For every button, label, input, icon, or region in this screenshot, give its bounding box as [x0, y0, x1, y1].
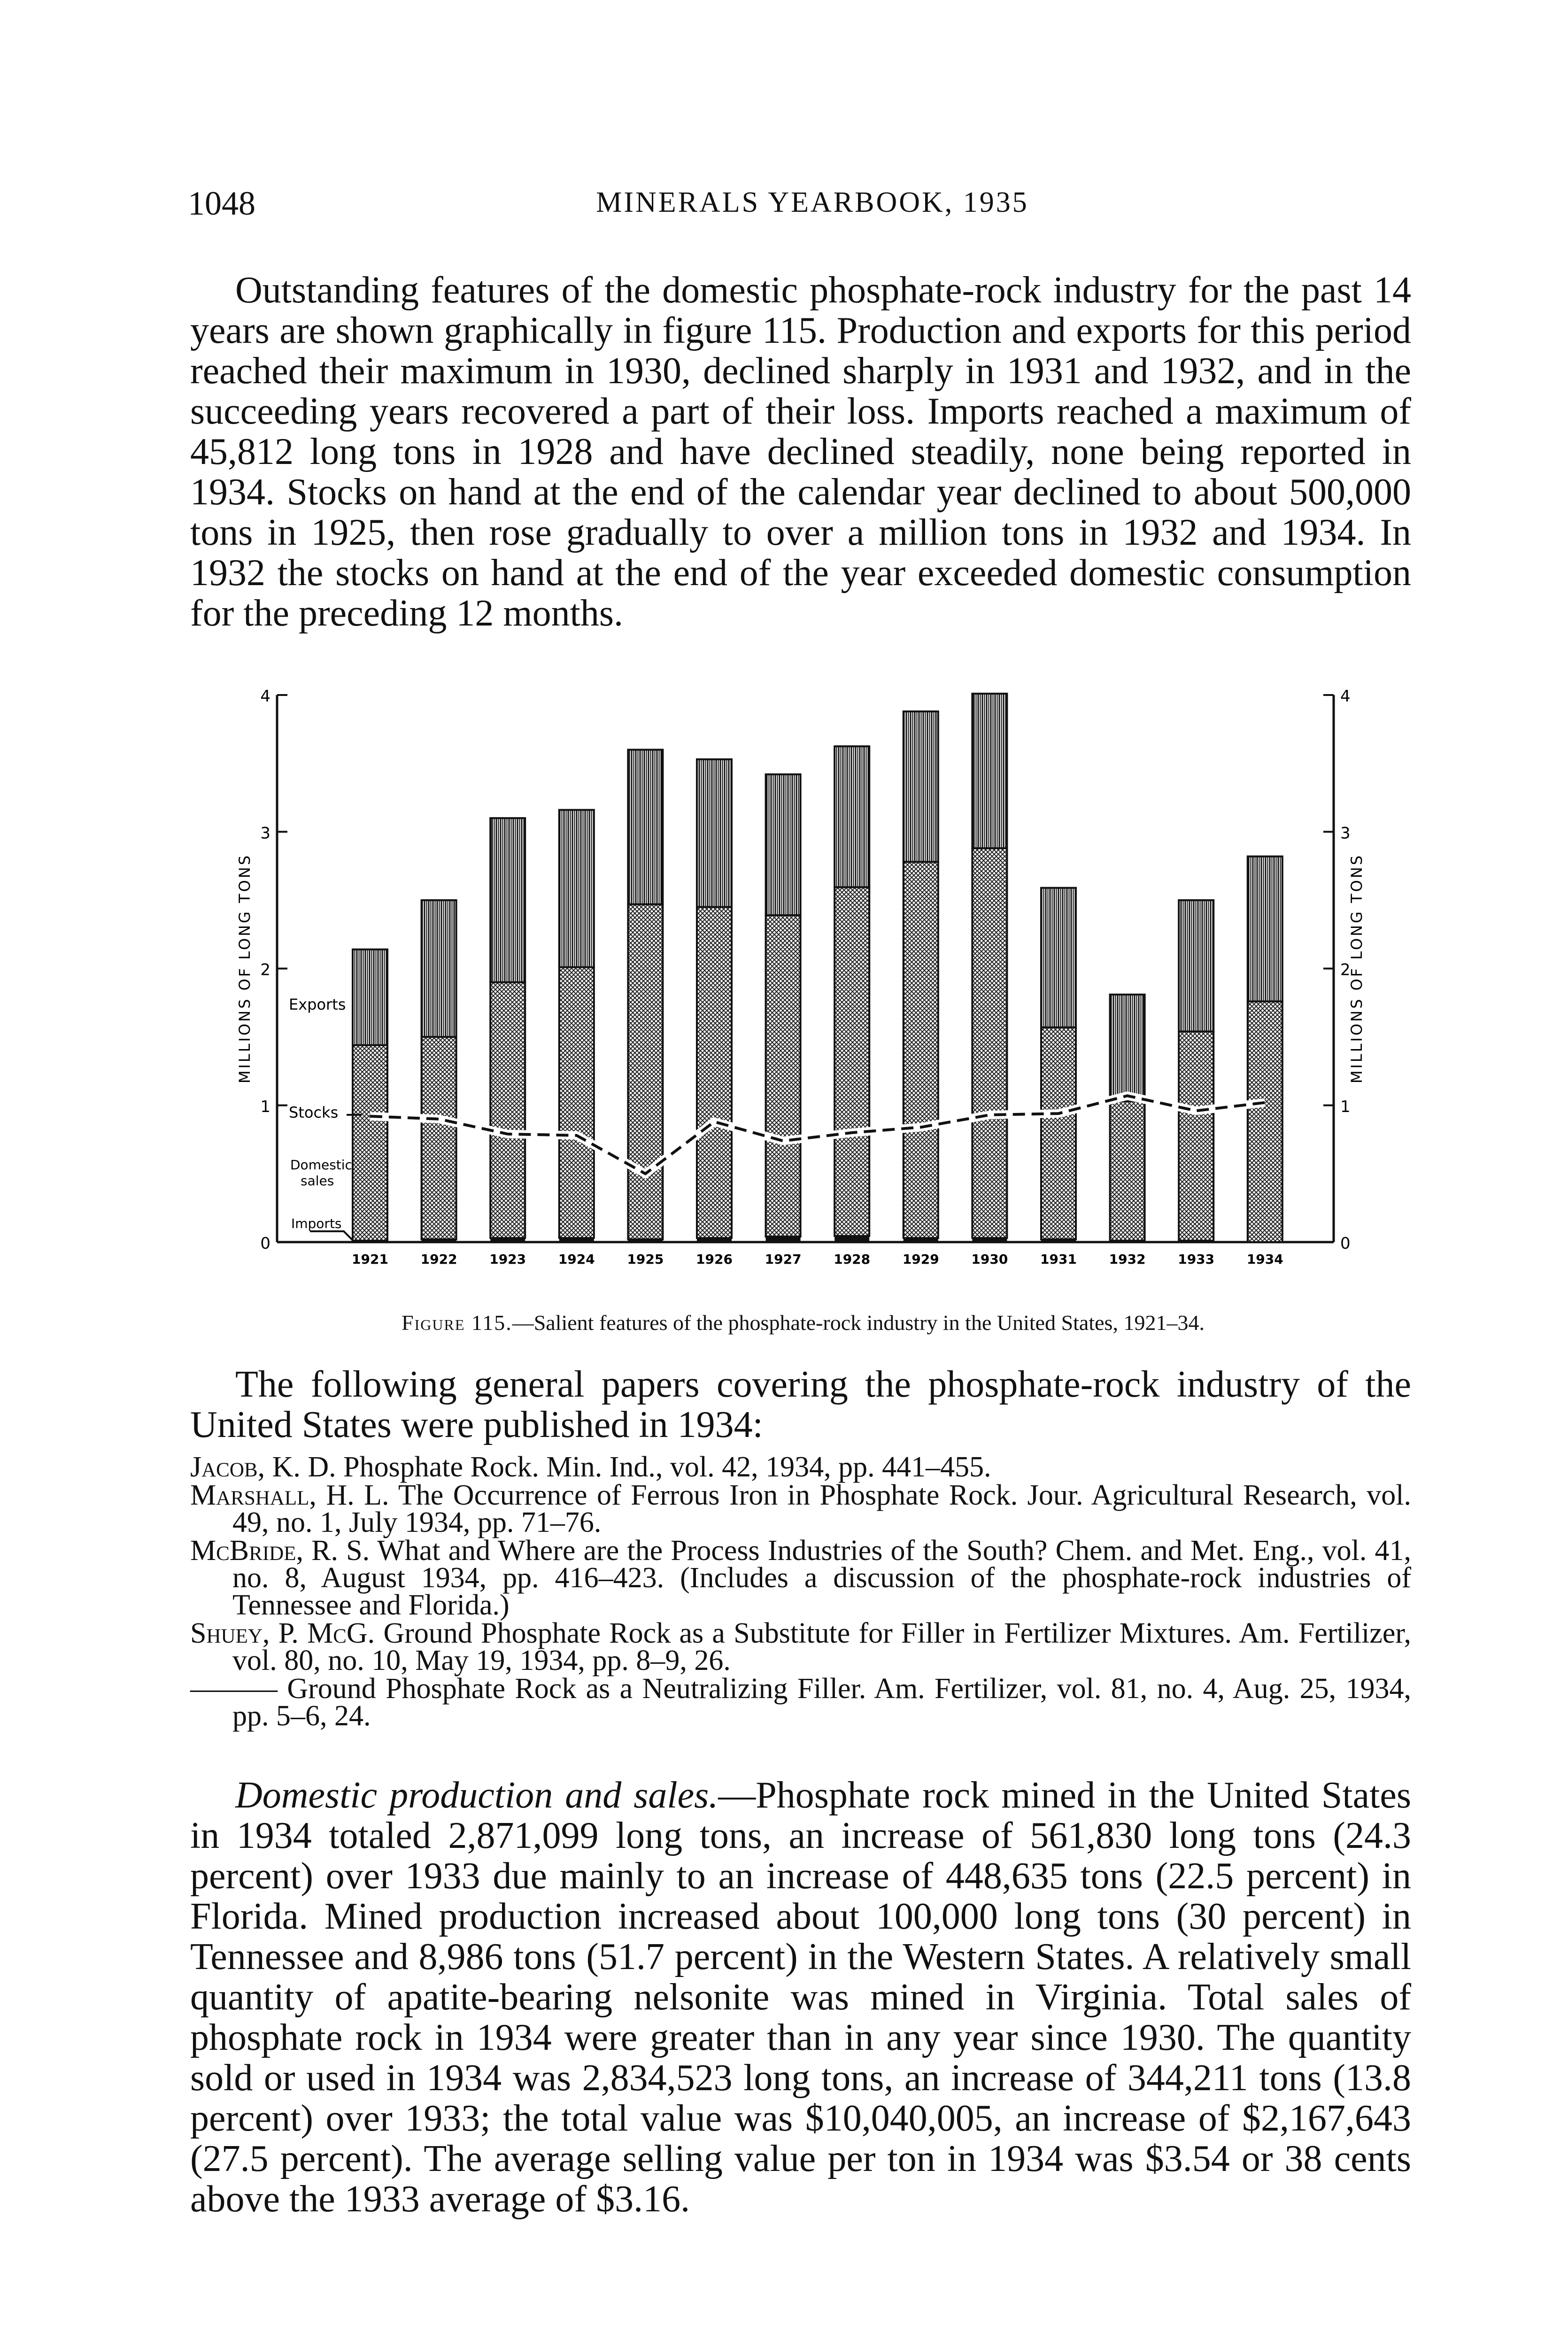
- domestic-sales-bar-segment: [1041, 1027, 1076, 1239]
- domestic-sales-bar-segment: [697, 907, 732, 1238]
- exports-bar-segment: [1110, 995, 1145, 1101]
- x-tick-label: 1924: [558, 1251, 595, 1267]
- domestic-sales-bar-segment: [766, 915, 801, 1236]
- y-axis-title-left: MILLIONS OF LONG TONS: [236, 853, 254, 1084]
- domestic-paragraph-text: —Phosphate rock mined in the United States in 1934 totaled 2,871,099 long tons, an increase of 561,830 long tons (24.3 percent) over 1933 due mainly to an increase of 448,635 tons (22.5 percent) in Florida. Mined production increased about 100,000 long tons (30 percent) in Tennessee and 8,986 tons (51.7 percent) in the Western States. A relatively small quantity of apatite-bearing nelsonite was mined in Virginia. Total sales of phosphate rock in 1934 were greater than in any year since 1930. The quantity sold or used in 1934 was 2,834,523 long tons, an increase of 344,211 tons (13.8 percent) over 1933; the total value was $10,040,005, an increase of $2,167,643 (27.5 percent). The average selling value per ton in 1934 was $3.54 or 38 cents above the 1933 average of $3.16.: [190, 1775, 1411, 2220]
- y-tick-label-left: 2: [260, 960, 270, 980]
- chart-bars: [353, 694, 1282, 1242]
- domestic-production-paragraph: [190, 1775, 1411, 2219]
- x-tick-label: 1926: [696, 1251, 733, 1267]
- reference-author: ———: [190, 1673, 278, 1705]
- stacked-bar-chart: [221, 681, 1385, 1296]
- exports-bar-segment: [1248, 857, 1282, 1002]
- figure-caption-label: Figure 115.: [402, 1311, 512, 1335]
- y-tick-label-left: 4: [260, 687, 270, 706]
- y-tick-label-right: 2: [1340, 960, 1351, 980]
- reference-item: [190, 1453, 1411, 1481]
- exports-bar-segment: [766, 774, 801, 915]
- x-tick-label: 1930: [971, 1251, 1008, 1267]
- reference-text: Phosphate Rock. Min. Ind., vol. 42, 1934, pp. 441–455.: [343, 1451, 991, 1483]
- figure-caption-text: —Salient features of the phosphate-rock industry in the United States, 1921–34.: [512, 1311, 1205, 1335]
- y-tick-label-left: 1: [260, 1097, 270, 1116]
- x-tick-label: 1922: [420, 1251, 457, 1267]
- figure-115: [221, 681, 1385, 1296]
- domestic-sales-bar-segment: [1110, 1101, 1145, 1241]
- papers-intro-block: [190, 1364, 1411, 1445]
- y-tick-label-right: 1: [1340, 1097, 1351, 1116]
- y-tick-label-right: 4: [1340, 687, 1351, 706]
- reference-text: What and Where are the Process Industries of the South? Chem. and Met. Eng., vol. 41, no. 8, August 1934, pp. 416–423. (Includes a discussion of the phosphate-rock industries of Tennessee and Florida.): [232, 1535, 1411, 1621]
- y-tick-label-left: 0: [260, 1234, 270, 1253]
- exports-bar-segment: [1041, 888, 1076, 1027]
- y-tick-label-right: 0: [1340, 1234, 1351, 1253]
- reference-text: Ground Phosphate Rock as a Substitute for Filler in Fertilizer Mixtures. Am. Fertilizer, vol. 80, no. 10, May 19, 1934, pp. 8–9, 26.: [232, 1617, 1412, 1676]
- running-header: [188, 184, 1437, 226]
- annotation-domestic-sales: Domestic: [290, 1157, 352, 1173]
- exports-bar-segment: [490, 818, 525, 982]
- x-tick-label: 1921: [352, 1251, 388, 1267]
- y-tick-label-left: 3: [260, 824, 270, 843]
- y-tick-label-right: 3: [1340, 824, 1351, 843]
- intro-paragraph: Outstanding features of the domestic phosphate-rock industry for the past 14 years are shown graphically in figure 115. Production and exports for this period reached their maximum in 1930, declined sharply in 1931 and 1932, and in the succeeding years recovered a part of their loss. Imports reached a maximum of 45,812 long tons in 1928 and have declined steadily, none being reported in 1934. Stocks on hand at the end of the calendar year declined to about 500,000 tons in 1925, then rose gradually to over a million tons in 1932 and 1934. In 1932 the stocks on hand at the end of the year exceeded domestic consumption for the preceding 12 months.: [190, 270, 1411, 634]
- exports-bar-segment: [559, 810, 594, 967]
- x-tick-label: 1929: [902, 1251, 939, 1267]
- exports-bar-segment: [628, 750, 663, 904]
- running-title: MINERALS YEARBOOK, 1935: [596, 186, 1029, 218]
- domestic-production-block: [190, 1775, 1411, 2219]
- domestic-sales-bar-segment: [1179, 1031, 1213, 1241]
- page-number: 1048: [188, 185, 255, 222]
- exports-bar-segment: [1179, 900, 1213, 1032]
- exports-bar-segment: [904, 711, 938, 862]
- reference-item: [190, 1617, 1412, 1676]
- figure-caption: [188, 1310, 1418, 1335]
- x-tick-label: 1933: [1178, 1251, 1215, 1267]
- x-tick-label: 1927: [765, 1251, 802, 1267]
- reference-author: Marshall, H. L.: [190, 1479, 389, 1511]
- domestic-sales-bar-segment: [353, 1045, 387, 1241]
- x-tick-label: 1932: [1109, 1251, 1146, 1267]
- x-tick-label: 1923: [489, 1251, 526, 1267]
- exports-bar-segment: [972, 694, 1007, 848]
- domestic-sales-bar-segment: [559, 967, 594, 1238]
- domestic-sales-bar-segment: [490, 982, 525, 1238]
- domestic-sales-bar-segment: [628, 904, 663, 1240]
- exports-bar-segment: [353, 950, 387, 1045]
- reference-list: [190, 1453, 1411, 1730]
- reference-text: Ground Phosphate Rock as a Neutralizing Filler. Am. Fertilizer, vol. 81, no. 4, Aug. 25, 1934, pp. 5–6, 24.: [232, 1673, 1411, 1732]
- y-axis-title-right: MILLIONS OF LONG TONS: [1348, 853, 1366, 1084]
- domestic-heading: Domestic production and sales.: [235, 1775, 718, 1816]
- annotation-imports-pointer: [310, 1231, 353, 1241]
- exports-bar-segment: [834, 746, 869, 887]
- domestic-sales-bar-segment: [834, 887, 869, 1236]
- annotation-domestic-sales: sales: [301, 1173, 334, 1189]
- domestic-sales-bar-segment: [422, 1037, 456, 1239]
- reference-author: Jacob, K. D.: [190, 1451, 336, 1483]
- intro-paragraph-block: [190, 270, 1411, 633]
- domestic-sales-bar-segment: [972, 848, 1007, 1238]
- papers-intro: The following general papers covering the phosphate-rock industry of the United States were published in 1934:: [190, 1364, 1411, 1445]
- x-tick-label: 1931: [1040, 1251, 1077, 1267]
- x-tick-label: 1934: [1246, 1251, 1283, 1267]
- reference-item: [190, 1675, 1411, 1730]
- reference-item: [190, 1537, 1411, 1619]
- domestic-sales-bar-segment: [904, 862, 938, 1238]
- x-tick-label: 1925: [627, 1251, 664, 1267]
- reference-author: Shuey, P. McG.: [190, 1617, 375, 1649]
- reference-author: McBride, R. S.: [190, 1535, 370, 1567]
- annotation-stocks: Stocks: [289, 1104, 339, 1121]
- exports-bar-segment: [697, 759, 732, 907]
- exports-bar-segment: [422, 900, 456, 1037]
- reference-item: [190, 1479, 1412, 1538]
- reference-text: The Occurrence of Ferrous Iron in Phosphate Rock. Jour. Agricultural Research, vol. 49, no. 1, July 1934, pp. 71–76.: [232, 1479, 1412, 1538]
- x-tick-label: 1928: [834, 1251, 871, 1267]
- domestic-sales-bar-segment: [1248, 1001, 1282, 1242]
- annotation-exports: Exports: [289, 996, 346, 1013]
- annotation-imports: Imports: [291, 1216, 342, 1231]
